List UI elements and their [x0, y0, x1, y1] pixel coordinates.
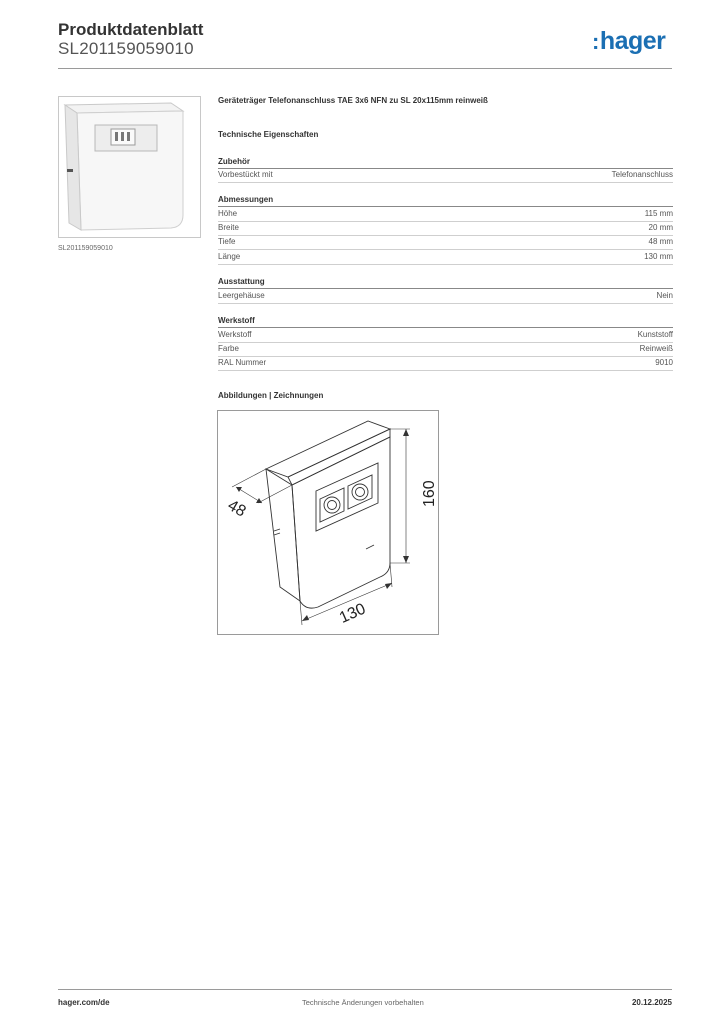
dimension-drawing-svg	[218, 411, 438, 634]
group-title-zubehoer: Zubehör	[218, 157, 250, 166]
row-key: Höhe	[218, 209, 238, 218]
footer-date: 20.12.2025	[631, 998, 672, 1007]
group-title-werkstoff: Werkstoff	[218, 316, 255, 325]
row-value: Kunststoff	[637, 330, 673, 339]
row-key: Farbe	[218, 344, 239, 353]
table-row	[218, 343, 673, 357]
hager-logo[interactable]	[592, 27, 665, 56]
group-divider	[218, 288, 673, 289]
row-value: Reinweiß	[639, 344, 673, 353]
section-title: Technische Eigenschaften	[218, 130, 319, 139]
table-row	[218, 251, 673, 265]
footer-website-link[interactable]: hager.com/de	[58, 998, 110, 1007]
table-row	[218, 357, 673, 371]
row-key: Werkstoff	[218, 330, 252, 339]
row-key: Vorbestückt mit	[218, 170, 273, 179]
product-photo-image	[59, 97, 200, 237]
row-value: 115 mm	[644, 209, 673, 218]
row-value: Telefonanschluss	[611, 170, 673, 179]
dim-length-label: 130	[337, 600, 369, 627]
group-divider	[218, 327, 673, 328]
figures-title: Abbildungen | Zeichnungen	[218, 391, 324, 400]
footer-note: Technische Änderungen vorbehalten	[302, 998, 424, 1007]
header-divider	[58, 68, 672, 69]
row-key: Leergehäuse	[218, 291, 265, 300]
row-value: 9010	[655, 358, 673, 367]
article-number: SL201159059010	[58, 39, 194, 58]
table-row	[218, 236, 673, 250]
product-photo	[58, 96, 201, 238]
group-title-abmessungen: Abmessungen	[218, 195, 274, 204]
photo-caption: SL201159059010	[58, 245, 113, 252]
table-row	[218, 329, 673, 343]
dimension-drawing	[217, 410, 439, 635]
logo-prefix: :	[592, 29, 599, 54]
row-value: Nein	[656, 291, 673, 300]
dim-depth-label: 48	[224, 496, 249, 521]
product-name: Geräteträger Telefonanschluss TAE 3x6 NFN zu SL 20x115mm reinweiß	[218, 96, 488, 105]
row-key: RAL Nummer	[218, 358, 267, 367]
row-key: Tiefe	[218, 237, 236, 246]
row-key: Breite	[218, 223, 239, 232]
row-key: Länge	[218, 252, 241, 261]
table-row	[218, 208, 673, 222]
logo-text: hager	[599, 27, 666, 55]
footer-divider	[58, 989, 672, 990]
row-value: 20 mm	[648, 223, 673, 232]
group-divider	[218, 206, 673, 207]
group-title-ausstattung: Ausstattung	[218, 277, 265, 286]
table-row	[218, 222, 673, 236]
table-row	[218, 169, 673, 183]
dim-height-label: 160	[421, 480, 438, 507]
row-value: 130 mm	[644, 252, 673, 261]
row-value: 48 mm	[648, 237, 673, 246]
table-row	[218, 290, 673, 304]
page-title: Produktdatenblatt	[58, 20, 204, 39]
